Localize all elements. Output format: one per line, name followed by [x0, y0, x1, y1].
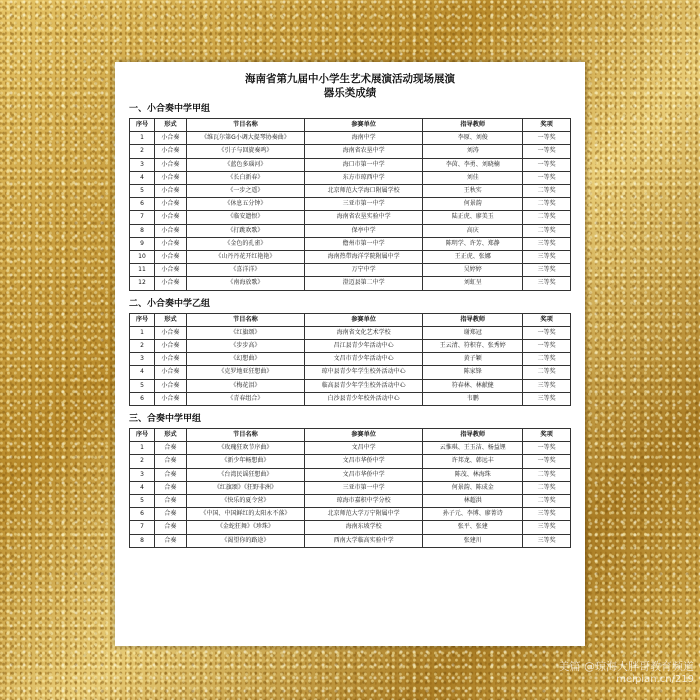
- table-cell: 6: [130, 508, 155, 521]
- table-cell: 8: [130, 224, 155, 237]
- doc-title-line1: 海南省第九届中小学生艺术展演活动现场展演: [245, 73, 455, 85]
- table-cell: 文昌市青少年活动中心: [305, 353, 423, 366]
- table-cell: 一等奖: [523, 442, 571, 455]
- column-header: 序号: [130, 313, 155, 326]
- table-cell: 3: [130, 353, 155, 366]
- table-cell: 1: [130, 132, 155, 145]
- table-cell: 韦鹏: [423, 392, 523, 405]
- table-cell: 二等奖: [523, 185, 571, 198]
- table-cell: 林超洪: [423, 495, 523, 508]
- table-cell: 文昌中学: [305, 442, 423, 455]
- table-cell: 云惟琪、王玉洁、杨益锂: [423, 442, 523, 455]
- table-cell: 白沙县青少年校外活动中心: [305, 392, 423, 405]
- table-cell: 琼海市嘉积中学分校: [305, 495, 423, 508]
- table-row: [130, 198, 571, 211]
- table-cell: 《玫瑰狂欢节序曲》: [186, 442, 304, 455]
- table-cell: 三等奖: [523, 379, 571, 392]
- table-cell: 二等奖: [523, 211, 571, 224]
- table-cell: 孙子元、李博、廖菁诗: [423, 508, 523, 521]
- table-cell: 《长白新春》: [186, 171, 304, 184]
- table-cell: 《金蛇狂舞》《珍珠》: [186, 521, 304, 534]
- table-row: [130, 251, 571, 264]
- table-cell: 二等奖: [523, 353, 571, 366]
- table-cell: 海南省文化艺术学校: [305, 326, 423, 339]
- table-cell: 临高县青少年学生校外活动中心: [305, 379, 423, 392]
- results-table-2-body: [130, 326, 571, 405]
- table-cell: 三亚市第一中学: [305, 198, 423, 211]
- column-header: 奖项: [523, 119, 571, 132]
- table-cell: 4: [130, 481, 155, 494]
- table-cell: 9: [130, 237, 155, 250]
- results-table-3: [129, 428, 571, 548]
- table-row: [130, 132, 571, 145]
- table-header-row: [130, 429, 571, 442]
- table-row: [130, 340, 571, 353]
- column-header: 序号: [130, 429, 155, 442]
- column-header: 形式: [155, 313, 187, 326]
- table-cell: 西南大学临高实验中学: [305, 534, 423, 547]
- table-cell: 小合奏: [155, 158, 187, 171]
- table-row: [130, 495, 571, 508]
- table-cell: 吴婷婷: [423, 264, 523, 277]
- table-cell: 12: [130, 277, 155, 290]
- results-table-1-body: [130, 132, 571, 290]
- table-cell: 《快乐的夏令营》: [186, 495, 304, 508]
- table-row: [130, 277, 571, 290]
- table-cell: 海口市第一中学: [305, 158, 423, 171]
- table-row: [130, 392, 571, 405]
- table-cell: 1: [130, 326, 155, 339]
- table-cell: 李茵、李勇、刘晓楠: [423, 158, 523, 171]
- watermark-brand: 美篇 @琼海大胖哥教育频道: [558, 660, 694, 673]
- column-header: 序号: [130, 119, 155, 132]
- table-cell: 三等奖: [523, 251, 571, 264]
- table-cell: 5: [130, 379, 155, 392]
- table-cell: 《喜洋洋》: [186, 264, 304, 277]
- table-cell: 《红旗颂》: [186, 326, 304, 339]
- table-cell: 三等奖: [523, 264, 571, 277]
- table-cell: 小合奏: [155, 340, 187, 353]
- table-cell: 二等奖: [523, 224, 571, 237]
- table-cell: 7: [130, 521, 155, 534]
- table-cell: 《梅花泪》: [186, 379, 304, 392]
- table-cell: 文昌市华侨中学: [305, 455, 423, 468]
- table-cell: 小合奏: [155, 198, 187, 211]
- table-cell: 《金色的孔雀》: [186, 237, 304, 250]
- table-row: [130, 211, 571, 224]
- table-cell: 三等奖: [523, 237, 571, 250]
- column-header: 节目名称: [186, 119, 304, 132]
- table-cell: 3: [130, 468, 155, 481]
- table-row: [130, 145, 571, 158]
- table-cell: 小合奏: [155, 353, 187, 366]
- table-cell: 小合奏: [155, 251, 187, 264]
- table-cell: 二等奖: [523, 366, 571, 379]
- table-row: [130, 237, 571, 250]
- column-header: 节目名称: [186, 313, 304, 326]
- table-cell: 高庆: [423, 224, 523, 237]
- column-header: 参赛单位: [305, 313, 423, 326]
- column-header: 指导教师: [423, 313, 523, 326]
- table-row: [130, 379, 571, 392]
- table-cell: 儋州市第一中学: [305, 237, 423, 250]
- table-cell: 《台湾民谣狂想曲》: [186, 468, 304, 481]
- column-header: 指导教师: [423, 119, 523, 132]
- table-cell: 11: [130, 264, 155, 277]
- table-cell: 《维瓦尔第G小调大提琴协奏曲》: [186, 132, 304, 145]
- column-header: 奖项: [523, 313, 571, 326]
- table-cell: 7: [130, 211, 155, 224]
- table-cell: 《幻想曲》: [186, 353, 304, 366]
- table-cell: 三等奖: [523, 508, 571, 521]
- table-cell: 5: [130, 495, 155, 508]
- table-cell: 2: [130, 145, 155, 158]
- section-title-1: 一、小合奏中学甲组: [129, 104, 211, 114]
- section-title-3: 三、合奏中学甲组: [129, 414, 202, 425]
- results-table-1: [129, 118, 571, 291]
- table-cell: 小合奏: [155, 264, 187, 277]
- table-cell: 万宁中学: [305, 264, 423, 277]
- table-cell: 三等奖: [523, 392, 571, 405]
- table-cell: 6: [130, 392, 155, 405]
- table-cell: 《中国、中国鲜红的太阳永不落》: [186, 508, 304, 521]
- table-cell: 《南海放歌》: [186, 277, 304, 290]
- table-cell: 刘虹呈: [423, 277, 523, 290]
- table-cell: 1: [130, 442, 155, 455]
- table-row: [130, 185, 571, 198]
- table-row: [130, 326, 571, 339]
- column-header: 参赛单位: [305, 119, 423, 132]
- table-cell: 陆正虎、廖美玉: [423, 211, 523, 224]
- table-cell: 《临安遗恨》: [186, 211, 304, 224]
- table-cell: 刘涛: [423, 145, 523, 158]
- column-header: 形式: [155, 429, 187, 442]
- table-cell: 琼中县青少年学生校外活动中心: [305, 366, 423, 379]
- table-row: [130, 521, 571, 534]
- table-cell: 海南热带海洋学院附属中学: [305, 251, 423, 264]
- table-cell: 何景韵: [423, 198, 523, 211]
- table-cell: 黄子颖: [423, 353, 523, 366]
- doc-title-line2: 器乐类成绩: [323, 87, 377, 99]
- table-cell: 张建川: [423, 534, 523, 547]
- table-row: [130, 224, 571, 237]
- table-cell: 符春林、林献健: [423, 379, 523, 392]
- table-cell: 三等奖: [523, 534, 571, 547]
- table-cell: 合奏: [155, 521, 187, 534]
- table-cell: 三等奖: [523, 277, 571, 290]
- table-cell: 小合奏: [155, 366, 187, 379]
- results-table-3-body: [130, 442, 571, 548]
- table-cell: 10: [130, 251, 155, 264]
- table-cell: 文昌市华侨中学: [305, 468, 423, 481]
- table-cell: 二等奖: [523, 481, 571, 494]
- table-header-row: [130, 313, 571, 326]
- table-cell: 小合奏: [155, 132, 187, 145]
- column-header: 参赛单位: [305, 429, 423, 442]
- table-cell: 《打跳欢歌》: [186, 224, 304, 237]
- table-cell: 三亚市第一中学: [305, 481, 423, 494]
- document-page: [115, 62, 585, 646]
- table-cell: 2: [130, 340, 155, 353]
- table-cell: 一等奖: [523, 132, 571, 145]
- table-cell: 小合奏: [155, 326, 187, 339]
- table-cell: 海南省农垦实验中学: [305, 211, 423, 224]
- table-cell: 《休息五分钟》: [186, 198, 304, 211]
- results-table-2: [129, 313, 571, 406]
- table-cell: 5: [130, 185, 155, 198]
- table-cell: 《新少年畅想曲》: [186, 455, 304, 468]
- table-row: [130, 468, 571, 481]
- table-row: [130, 353, 571, 366]
- table-cell: 小合奏: [155, 211, 187, 224]
- table-cell: 海南省农垦中学: [305, 145, 423, 158]
- table-cell: 昌江县青少年活动中心: [305, 340, 423, 353]
- table-cell: 《步步高》: [186, 340, 304, 353]
- table-cell: 一等奖: [523, 158, 571, 171]
- watermark: [559, 660, 695, 686]
- table-cell: 8: [130, 534, 155, 547]
- table-cell: 一等奖: [523, 171, 571, 184]
- table-cell: 合奏: [155, 468, 187, 481]
- table-cell: 小合奏: [155, 224, 187, 237]
- table-cell: 何景韵、陈成金: [423, 481, 523, 494]
- table-row: [130, 171, 571, 184]
- table-cell: 陈明学、许芳、郑静: [423, 237, 523, 250]
- table-cell: 小合奏: [155, 277, 187, 290]
- column-header: 节目名称: [186, 429, 304, 442]
- table-row: [130, 455, 571, 468]
- table-cell: 三等奖: [523, 521, 571, 534]
- table-cell: 保亭中学: [305, 224, 423, 237]
- table-cell: 一等奖: [523, 455, 571, 468]
- table-cell: 二等奖: [523, 198, 571, 211]
- table-cell: 王正虎、张娜: [423, 251, 523, 264]
- table-row: [130, 508, 571, 521]
- table-cell: 澄迈县第二中学: [305, 277, 423, 290]
- table-cell: 《克罗地亚狂想曲》: [186, 366, 304, 379]
- table-cell: 合奏: [155, 534, 187, 547]
- table-cell: 4: [130, 366, 155, 379]
- table-cell: 小合奏: [155, 379, 187, 392]
- section-title-2: 二、小合奏中学乙组: [129, 298, 211, 309]
- table-header-row: [130, 119, 571, 132]
- table-cell: 陈家锋: [423, 366, 523, 379]
- table-cell: 合奏: [155, 455, 187, 468]
- table-cell: 《蓝色多瑙河》: [186, 158, 304, 171]
- table-cell: 小合奏: [155, 237, 187, 250]
- table-cell: 谢郑冠: [423, 326, 523, 339]
- table-row: [130, 158, 571, 171]
- watermark-url: meipian.cn/219: [616, 674, 694, 685]
- table-row: [130, 534, 571, 547]
- table-cell: 王云清、符积存、张秀婷: [423, 340, 523, 353]
- column-header: 指导教师: [423, 429, 523, 442]
- table-cell: 二等奖: [523, 468, 571, 481]
- table-cell: 刘佳: [423, 171, 523, 184]
- table-cell: 合奏: [155, 508, 187, 521]
- table-cell: 王秋实: [423, 185, 523, 198]
- table-cell: 二等奖: [523, 495, 571, 508]
- table-cell: 一等奖: [523, 326, 571, 339]
- table-cell: 北京师范大学海口附属学校: [305, 185, 423, 198]
- table-cell: 李原、刘俊: [423, 132, 523, 145]
- table-cell: 《山丹丹花开红艳艳》: [186, 251, 304, 264]
- table-cell: 《青春组合》: [186, 392, 304, 405]
- table-cell: 6: [130, 198, 155, 211]
- table-cell: 4: [130, 171, 155, 184]
- column-header: 奖项: [523, 429, 571, 442]
- table-cell: 小合奏: [155, 145, 187, 158]
- table-cell: 《引子与回旋奏鸣》: [186, 145, 304, 158]
- table-cell: 小合奏: [155, 171, 187, 184]
- table-cell: 《渴望你的路途》: [186, 534, 304, 547]
- table-cell: 合奏: [155, 442, 187, 455]
- table-cell: 一等奖: [523, 340, 571, 353]
- table-cell: 一等奖: [523, 145, 571, 158]
- table-cell: 2: [130, 455, 155, 468]
- table-cell: 北京师范大学万宁附属中学: [305, 508, 423, 521]
- table-cell: 《一步之遥》: [186, 185, 304, 198]
- table-cell: 《红旗颂》《狂野非洲》: [186, 481, 304, 494]
- table-cell: 合奏: [155, 495, 187, 508]
- table-cell: 小合奏: [155, 392, 187, 405]
- table-cell: 小合奏: [155, 185, 187, 198]
- table-row: [130, 481, 571, 494]
- table-cell: 东方市琼西中学: [305, 171, 423, 184]
- table-cell: 张平、张建: [423, 521, 523, 534]
- table-row: [130, 366, 571, 379]
- table-cell: 合奏: [155, 481, 187, 494]
- table-row: [130, 264, 571, 277]
- table-row: [130, 442, 571, 455]
- column-header: 形式: [155, 119, 187, 132]
- table-cell: 陈茂、林海珠: [423, 468, 523, 481]
- table-cell: 海南东坡学校: [305, 521, 423, 534]
- table-cell: 3: [130, 158, 155, 171]
- table-cell: 海南中学: [305, 132, 423, 145]
- table-cell: 许邦龙、韩远丰: [423, 455, 523, 468]
